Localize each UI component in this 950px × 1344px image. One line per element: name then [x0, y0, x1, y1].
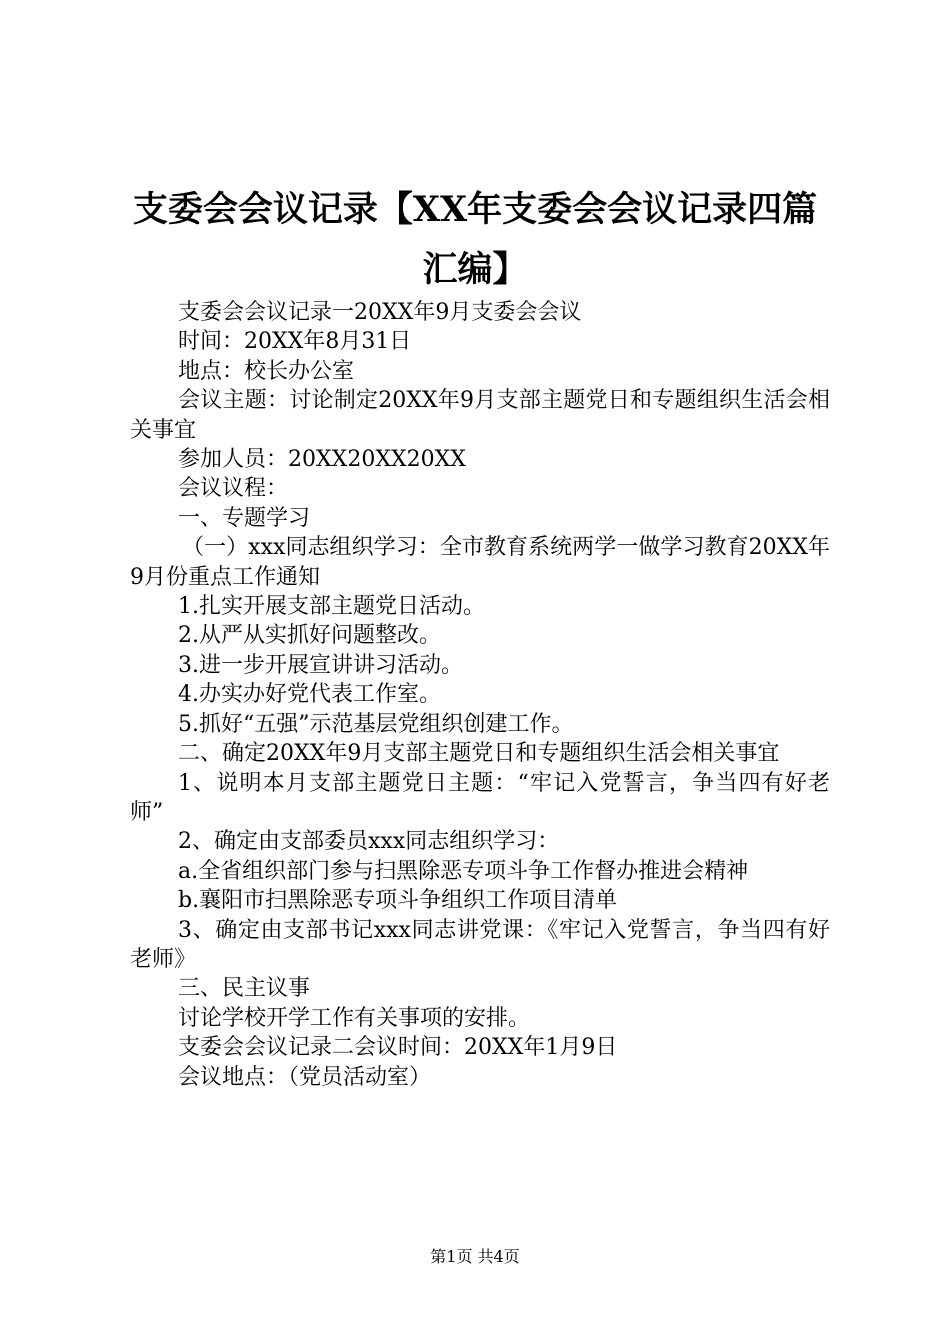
paragraph: a.全省组织部门参与扫黑除恶专项斗争工作督办推进会精神: [178, 858, 749, 884]
paragraph: 会议议程：: [178, 476, 289, 502]
document-body: [130, 298, 830, 1092]
paragraph: b.襄阳市扫黑除恶专项斗争组织工作项目清单: [178, 888, 618, 914]
paragraph: 会议主题：讨论制定20XX年9月支部主题党日和专题组织生活会相关事宜: [130, 388, 830, 443]
paragraph: 地点：校长办公室: [178, 358, 355, 384]
paragraph: 二、确定20XX年9月支部主题党日和专题组织生活会相关事宜: [178, 741, 780, 767]
paragraph: 三、民主议事: [178, 976, 311, 1002]
page-footer: [0, 1244, 950, 1267]
paragraph: 时间：20XX年8月31日: [178, 329, 412, 355]
paragraph: 会议地点：（党员活动室）: [178, 1064, 432, 1090]
paragraph: 3、确定由支部书记xxx同志讲党课：《牢记入党誓言，争当四有好老师》: [130, 917, 830, 972]
paragraph: 1.扎实开展支部主题党日活动。: [178, 594, 485, 620]
title-line-1: 支委会会议记录【XX年支委会会议记录四篇: [132, 189, 818, 230]
document-title: [120, 180, 830, 300]
paragraph: 5.抓好“五强”示范基层党组织创建工作。: [178, 711, 574, 737]
paragraph: 3.进一步开展宣讲讲习活动。: [178, 652, 463, 678]
paragraph: 2.从严从实抓好问题整改。: [178, 623, 441, 649]
paragraph: 讨论学校开学工作有关事项的安排。: [178, 1005, 531, 1031]
page-number: 第1页 共4页: [430, 1247, 520, 1266]
paragraph: 一、专题学习: [178, 505, 311, 531]
title-line-2: 汇编】: [422, 249, 528, 290]
paragraph: 1、说明本月支部主题党日主题：“牢记入党誓言，争当四有好老师”: [130, 770, 830, 825]
paragraph: 参加人员：20XX20XX20XX: [178, 447, 466, 473]
paragraph: （一）xxx同志组织学习：全市教育系统两学一做学习教育20XX年9月份重点工作通知: [130, 535, 830, 590]
paragraph: 2、确定由支部委员xxx同志组织学习：: [178, 829, 560, 855]
paragraph: 支委会会议记录二会议时间：20XX年1月9日: [178, 1035, 618, 1061]
paragraph: 4.办实办好党代表工作室。: [178, 682, 441, 708]
paragraph: 支委会会议记录一20XX年9月支委会会议: [178, 300, 582, 325]
